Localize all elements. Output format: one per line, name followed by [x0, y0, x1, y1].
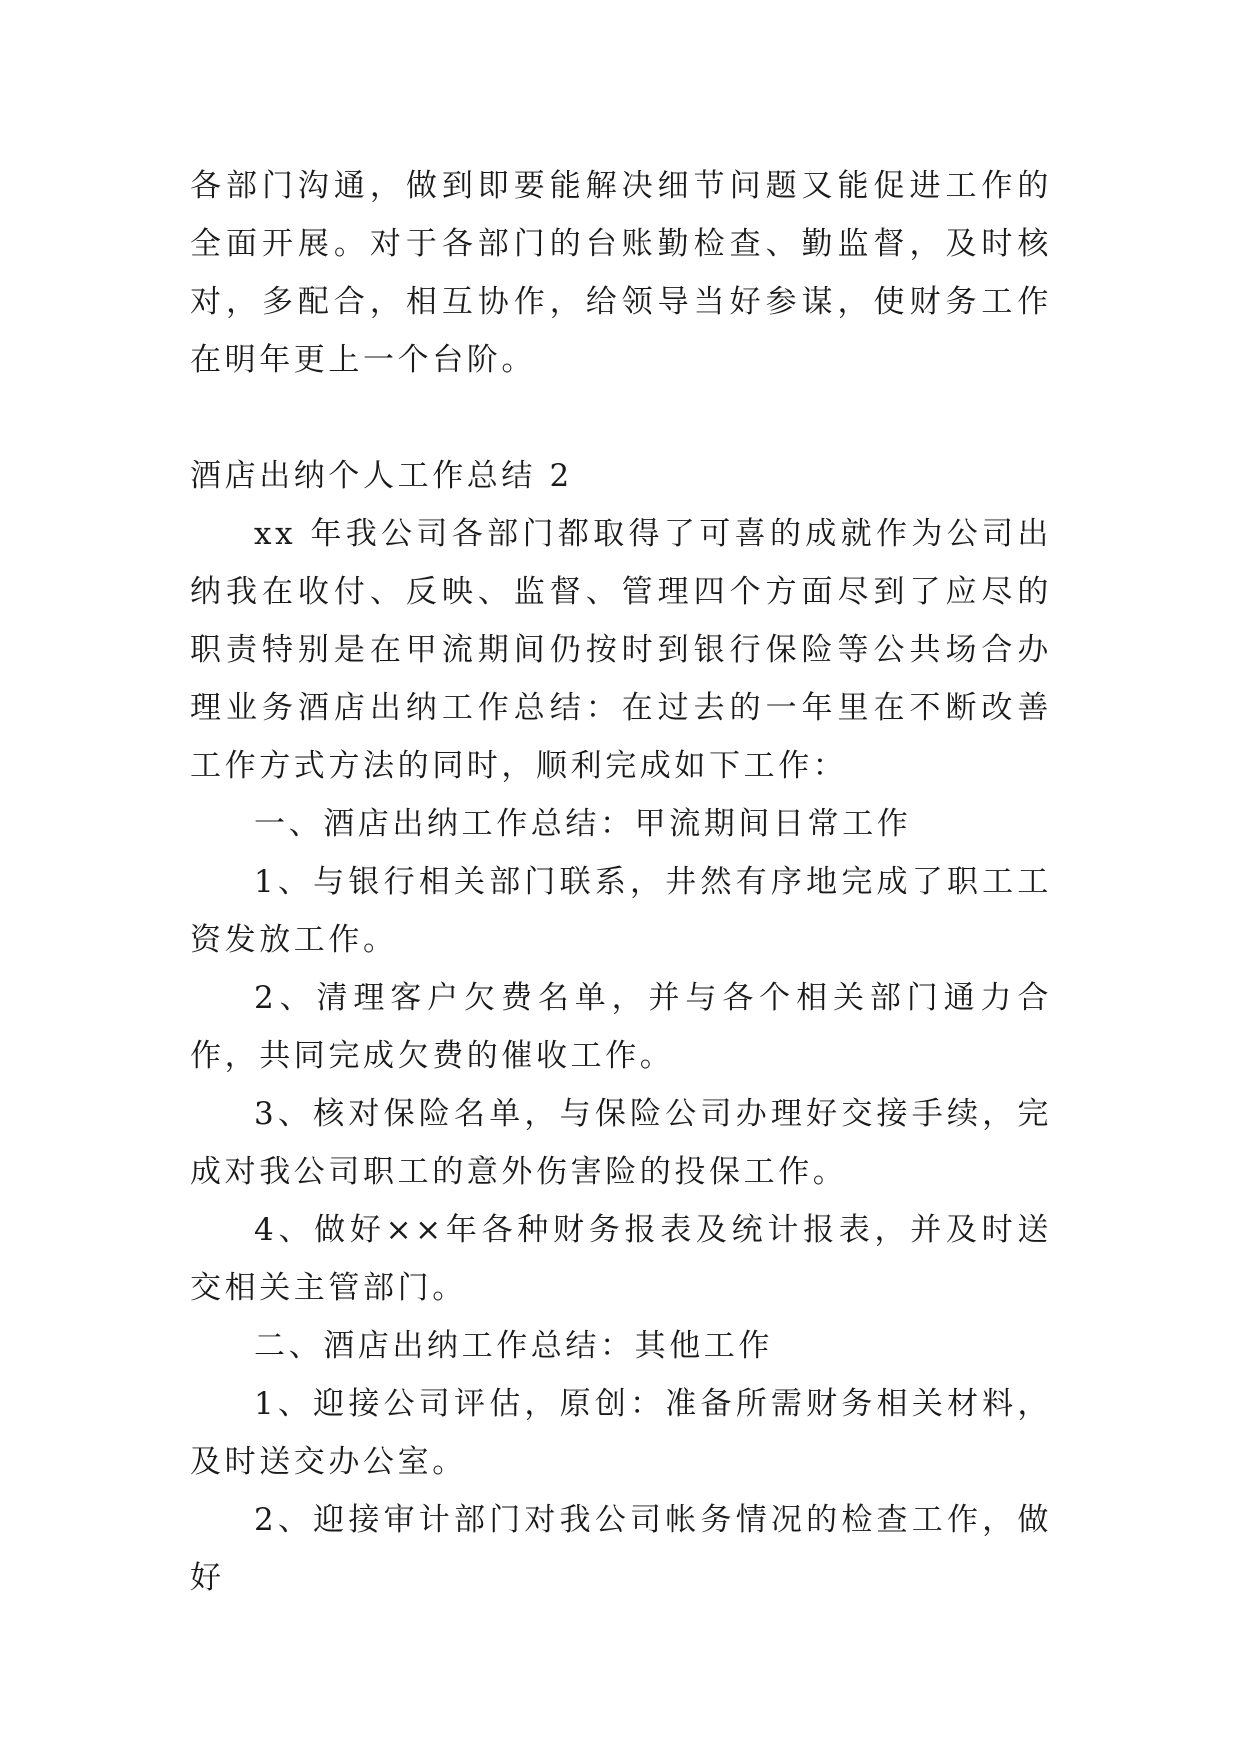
- continuation-paragraph: 各部门沟通，做到即要能解决细节问题又能促进工作的全面开展。对于各部门的台账勤检查、勤监督，及时核对，多配合，相互协作，给领导当好参谋，使财务工作在明年更上一个台阶。: [190, 168, 1052, 378]
- list-item: 1、与银行相关部门联系，井然有序地完成了职工工资发放工作。: [190, 864, 1052, 958]
- list-item: 4、做好××年各种财务报表及统计报表，并及时送交相关主管部门。: [190, 1212, 1052, 1306]
- list-item: 3、核对保险名单，与保险公司办理好交接手续，完成对我公司职工的意外伤害险的投保工作。: [190, 1096, 1052, 1190]
- section-title: 酒店出纳个人工作总结 2: [190, 458, 573, 494]
- list-item: 2、清理客户欠费名单，并与各个相关部门通力合作，共同完成欠费的催收工作。: [190, 980, 1052, 1074]
- list-item: 2、迎接审计部门对我公司帐务情况的检查工作，做好: [190, 1502, 1052, 1596]
- part2-heading: 二、酒店出纳工作总结：其他工作: [254, 1328, 773, 1364]
- document-body: [190, 157, 1052, 1607]
- intro-paragraph: xx 年我公司各部门都取得了可喜的成就作为公司出纳我在收付、反映、监督、管理四个方面尽到了应尽的职责特别是在甲流期间仍按时到银行保险等公共场合办理业务酒店出纳工作总结：在过去的一年里在不断改善工作方式方法的同时，顺利完成如下工作：: [190, 516, 1052, 784]
- list-item: 1、迎接公司评估，原创：准备所需财务相关材料，及时送交办公室。: [190, 1386, 1052, 1480]
- part1-heading: 一、酒店出纳工作总结：甲流期间日常工作: [254, 806, 912, 842]
